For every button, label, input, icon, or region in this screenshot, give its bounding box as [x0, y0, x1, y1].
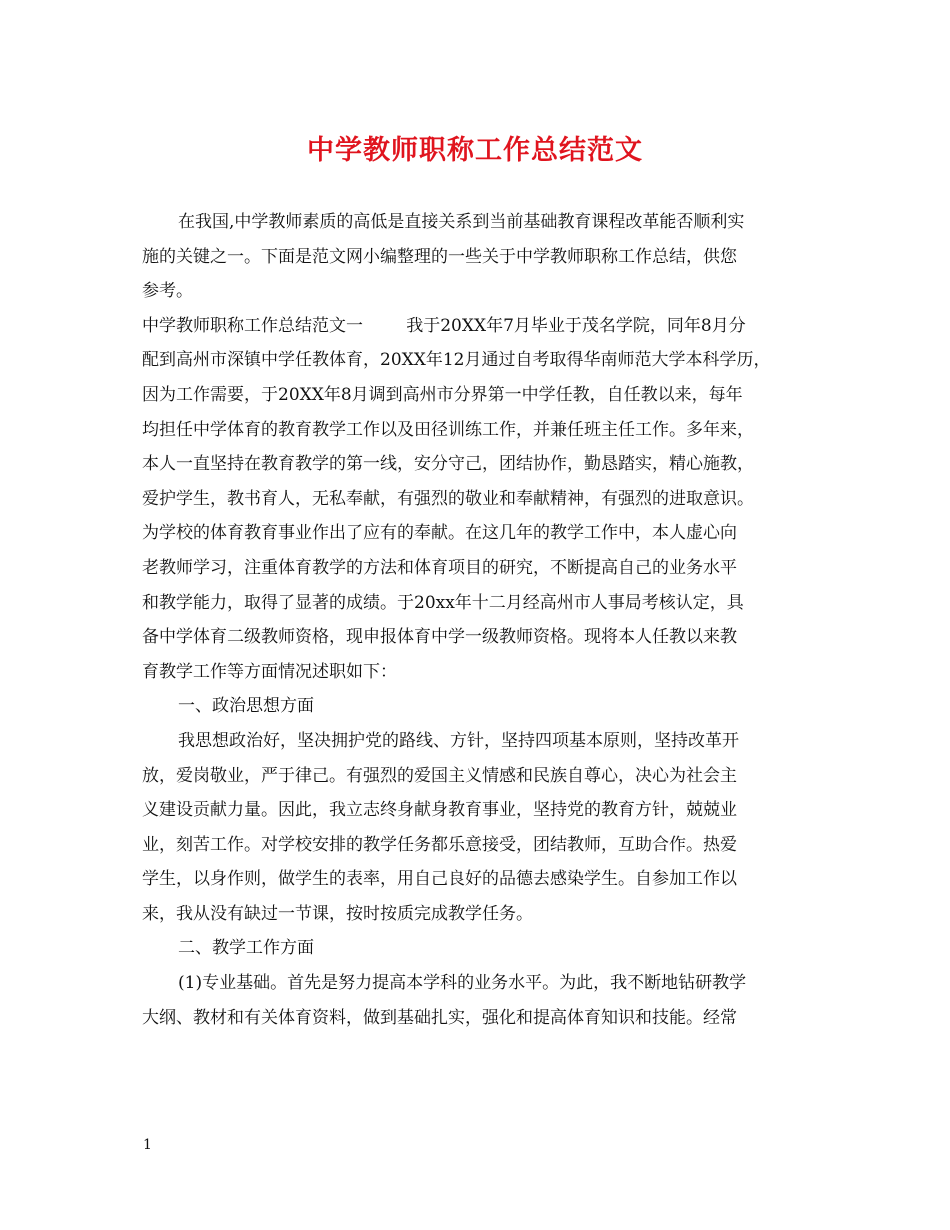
paragraph-line: 因为工作需要，于20XX年8月调到高州市分界第一中学任教，自任教以来，每年: [142, 384, 743, 405]
paragraph-line: 均担任中学体育的教育教学工作以及田径训练工作，并兼任班主任工作。多年来，: [142, 419, 754, 440]
page-number: 1: [143, 1137, 152, 1153]
paragraph-line: (1)专业基础。首先是努力提高本学科的业务水平。为此，我不断地钻研教学: [178, 973, 747, 994]
document-body: [142, 205, 818, 1035]
paragraph-line: 和教学能力，取得了显著的成绩。于20xx年十二月经高州市人事局考核认定，具: [142, 592, 744, 613]
paragraph-line: 我思想政治好，坚决拥护党的路线、方针，坚持四项基本原则，坚持改革开: [178, 730, 739, 751]
paragraph-line: 为学校的体育教育事业作出了应有的奉献。在这几年的教学工作中，本人虚心向: [142, 523, 737, 544]
paragraph-line: 放，爱岗敬业，严于律己。有强烈的爱国主义情感和民族自尊心，决心为社会主: [142, 765, 737, 786]
paragraph-line: 本人一直坚持在教育教学的第一线，安分守己，团结协作，勤恳踏实，精心施教，: [142, 454, 754, 475]
paragraph-line: 学生，以身作则，做学生的表率，用自己良好的品德去感染学生。自参加工作以: [142, 869, 737, 890]
paragraph-line: 中学教师职称工作总结范文一 我于20XX年7月毕业于茂名学院，同年8月分: [142, 315, 746, 336]
paragraph-line: 义建设贡献力量。因此，我立志终身献身教育事业，坚持党的教育方针，兢兢业: [142, 800, 737, 821]
paragraph-line: 参考。: [142, 281, 193, 302]
paragraph-line: 育教学工作等方面情况述职如下：: [142, 661, 397, 682]
paragraph-line: 爱护学生，教书育人，无私奉献，有强烈的敬业和奉献精神，有强烈的进取意识。: [142, 488, 754, 509]
paragraph-line: 施的关键之一。下面是范文网小编整理的一些关于中学教师职称工作总结，供您: [142, 246, 737, 267]
section-heading: 二、教学工作方面: [178, 938, 314, 959]
paragraph-line: 老教师学习，注重体育教学的方法和体育项目的研究，不断提高自己的业务水平: [142, 557, 737, 578]
section-heading: 一、政治思想方面: [178, 696, 314, 717]
paragraph-line: 业，刻苦工作。对学校安排的教学任务都乐意接受，团结教师，互助合作。热爱: [142, 834, 737, 855]
paragraph-line: 配到高州市深镇中学任教体育，20XX年12月通过自考取得华南师范大学本科学历，: [142, 350, 771, 371]
paragraph-line: 大纲、教材和有关体育资料，做到基础扎实，强化和提高体育知识和技能。经常: [142, 1007, 737, 1028]
paragraph-line: 来，我从没有缺过一节课，按时按质完成教学任务。: [142, 903, 533, 924]
paragraph-line: 备中学体育二级教师资格，现申报体育中学一级教师资格。现将本人任教以来教: [142, 627, 737, 648]
paragraph-line: 在我国,中学教师素质的高低是直接关系到当前基础教育课程改革能否顺利实: [178, 212, 745, 232]
document-title: 中学教师职称工作总结范文: [307, 135, 643, 166]
